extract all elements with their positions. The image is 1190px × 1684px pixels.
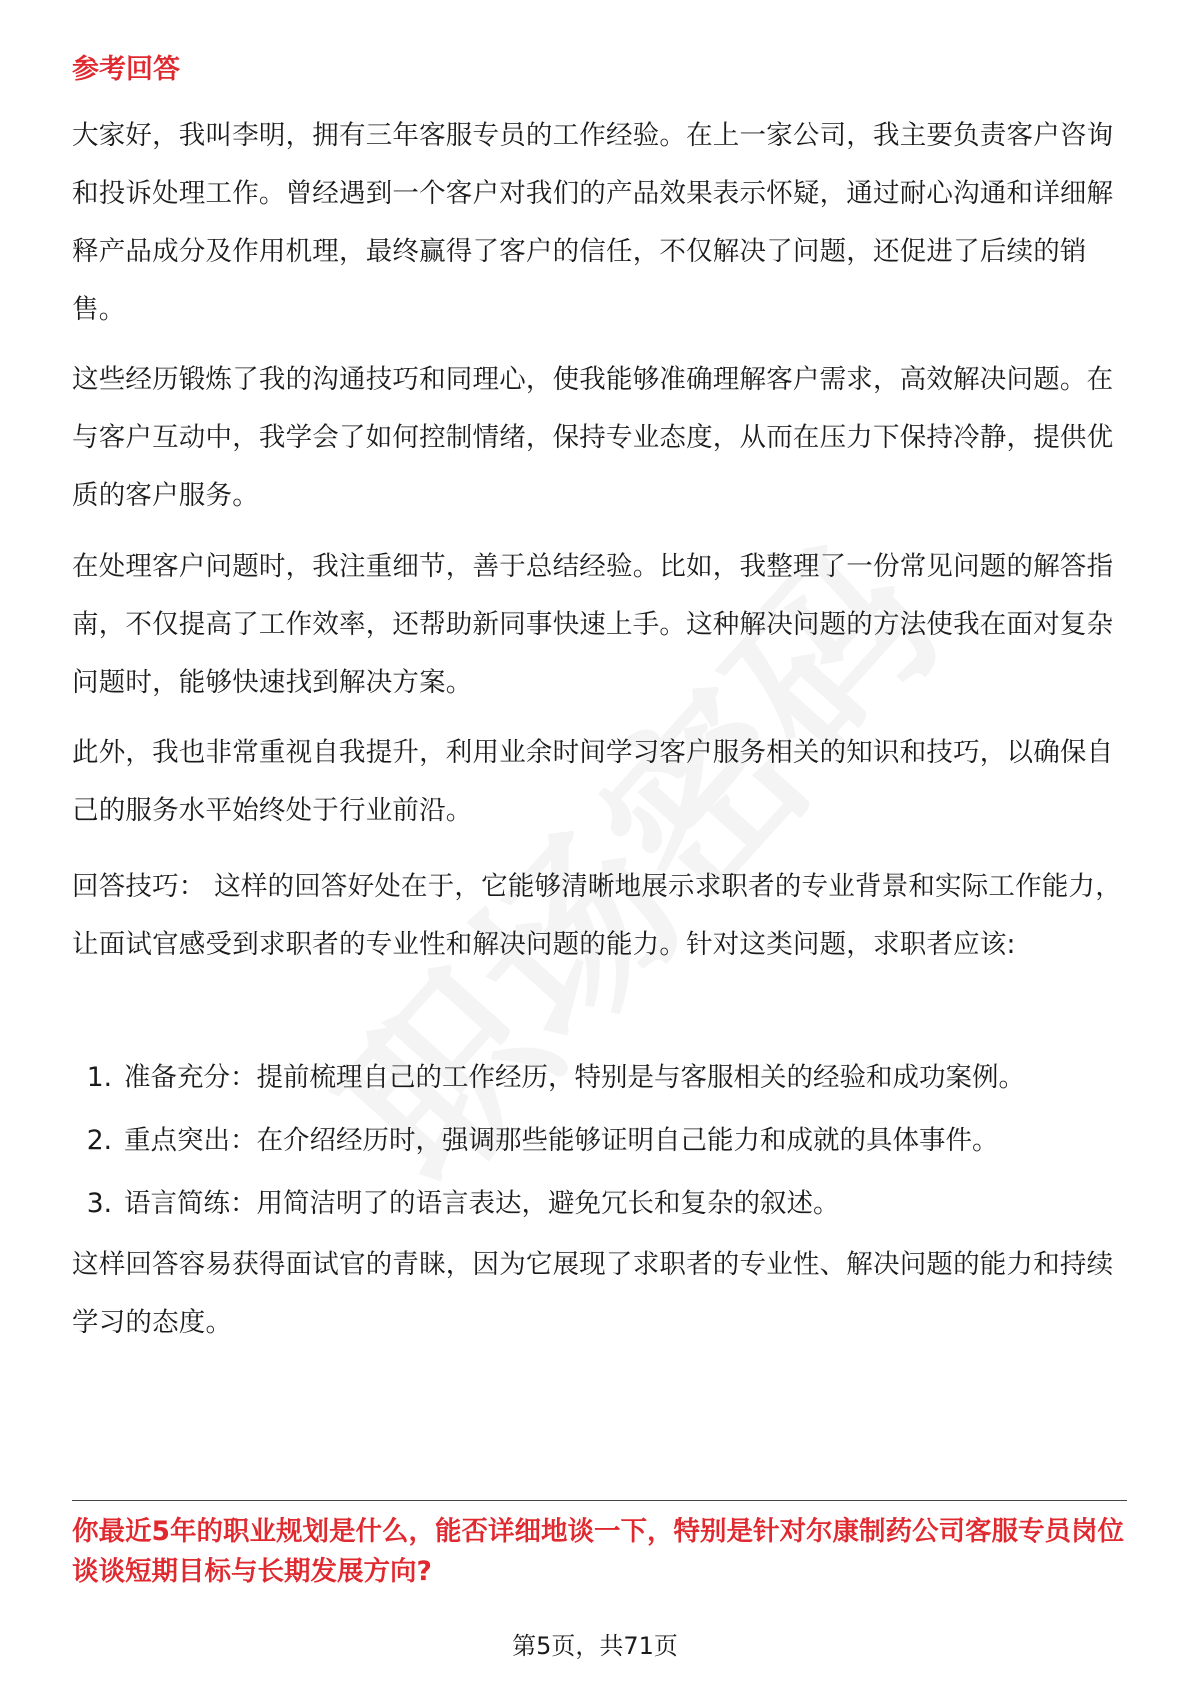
answer-paragraph-3: 在处理客户问题时，我注重细节，善于总结经验。比如，我整理了一份常见问题的解答指南，不仅提高了工作效率，还帮助新同事快速上手。这种解决问题的方法使我在面对复杂问题时，能够快速找到解决方案。 (72, 551, 1114, 698)
list-number: 1. (86, 1062, 112, 1093)
list-item (72, 1109, 1127, 1172)
answer-paragraph-4: 此外，我也非常重视自我提升，利用业余时间学习客户服务相关的知识和技巧，以确保自己的服务水平始终处于行业前沿。 (72, 737, 1114, 826)
divider (72, 1500, 1127, 1501)
answer-paragraph-1: 大家好，我叫李明，拥有三年客服专员的工作经验。在上一家公司，我主要负责客户咨询和投诉处理工作。曾经遇到一个客户对我们的产品效果表示怀疑，通过耐心沟通和详细解释产品成分及作用机理，最终赢得了客户的信任，不仅解决了问题，还促进了后续的销售。 (72, 120, 1114, 325)
tips-list (72, 1046, 1127, 1235)
list-item (72, 1046, 1127, 1109)
next-question: 你最近5年的职业规划是什么，能否详细地谈一下，特别是针对尔康制药公司客服专员岗位谈谈短期目标与长期发展方向? (72, 1516, 1124, 1587)
list-text: 准备充分：提前梳理自己的工作经历，特别是与客服相关的经验和成功案例。 (124, 1062, 1025, 1093)
page-footer: 第5页，共71页 (512, 1632, 678, 1660)
closing-paragraph: 这样回答容易获得面试官的青睐，因为它展现了求职者的专业性、解决问题的能力和持续学习的态度。 (72, 1249, 1114, 1338)
list-text: 语言简练：用简洁明了的语言表达，避免冗长和复杂的叙述。 (124, 1188, 840, 1219)
answer-paragraph-2: 这些经历锻炼了我的沟通技巧和同理心，使我能够准确理解客户需求，高效解决问题。在与客户互动中，我学会了如何控制情绪，保持专业态度，从而在压力下保持冷静，提供优质的客户服务。 (72, 364, 1114, 511)
section-title: 参考回答 (72, 54, 180, 85)
list-number: 3. (86, 1188, 112, 1219)
list-text: 重点突出：在介绍经历时，强调那些能够证明自己能力和成就的具体事件。 (124, 1125, 999, 1156)
list-number: 2. (86, 1125, 112, 1156)
list-item (72, 1172, 1127, 1235)
tips-intro: 回答技巧： 这样的回答好处在于，它能够清晰地展示求职者的专业背景和实际工作能力，让面试官感受到求职者的专业性和解决问题的能力。针对这类问题，求职者应该: (72, 871, 1122, 960)
